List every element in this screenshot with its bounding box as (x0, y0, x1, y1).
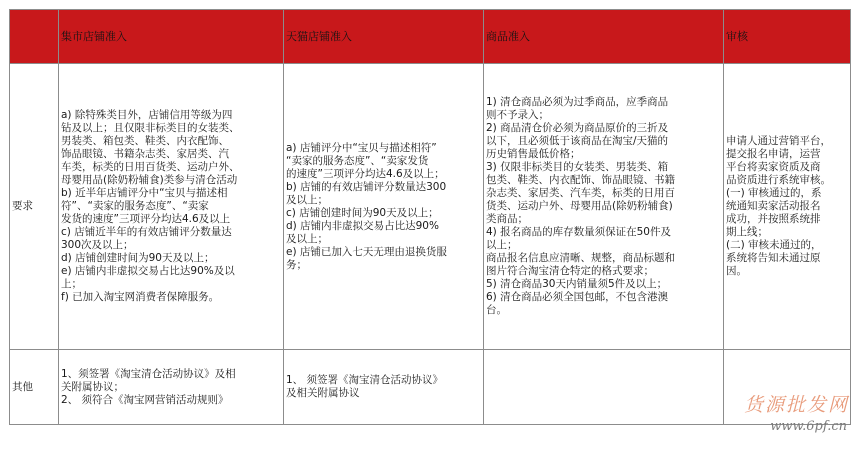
cell-text-line: 发货的速度”三项评分均达4.6及以上 (61, 213, 231, 225)
cell-text-line: 货类、运动户外、母婴用品(除奶粉辅食) (486, 200, 673, 212)
cell-text-line: 的速度”三项评分均达4.6及以上； (286, 167, 445, 180)
cell-text-line: e) 店铺已加入七天无理由退换货服 (286, 245, 447, 258)
header-cell-review: 审核 (724, 10, 851, 64)
cell-text-line: 上； (61, 278, 82, 290)
cell-text-line: 2) 商品清仓价必须为商品原价的三折及 (486, 122, 669, 134)
cell-text-line: 申请人通过营销平台， (726, 135, 831, 147)
cell-text-line: b) 近半年店铺评分中“宝贝与描述相 (61, 187, 228, 199)
cell-text-line: 品资质进行系统审核。 (726, 174, 831, 186)
cell-text-line: (二) 审核未通过的， (726, 239, 822, 251)
cell-text-line: a) 除特殊类目外，店铺信用等级为四 (61, 109, 233, 121)
cell-review-requirements (724, 64, 851, 350)
cell-text-line: 及相关附属协议 (286, 387, 360, 399)
cell-text-line: 1) 清仓商品必须为过季商品，应季商品 (486, 96, 669, 108)
row-label-others: 其他 (10, 350, 59, 425)
cell-text-line: 平台将卖家资质及商 (726, 161, 821, 173)
cell-text-line: 5) 清仓商品30天内销量须5件及以上； (486, 278, 668, 290)
cell-text-line: (一) 审核通过的，系 (726, 187, 822, 199)
header-cell-goods: 商品准入 (484, 10, 724, 64)
cell-text-line: 杂志类、家居类、汽车类，标类的日用百 (486, 187, 675, 199)
cell-goods-others (484, 350, 724, 425)
cell-text-line: 统通知卖家活动报名 (726, 200, 821, 212)
header-cell-corner (10, 10, 59, 64)
cell-text-line: 及以上； (286, 232, 328, 245)
header-cell-tmall-store: 天猫店铺准入 (284, 10, 484, 64)
requirements-table (9, 9, 851, 425)
cell-text-line: 车类，标类的日用百货类、运动户外、 (61, 161, 240, 173)
cell-text-line: a) 店铺评分中“宝贝与描述相符” (286, 141, 437, 154)
cell-text-line: 因。 (726, 265, 747, 277)
cell-text-line: c) 店铺近半年的有效店铺评分数量达 (61, 226, 232, 238)
cell-tmall-others (284, 350, 484, 425)
cell-text-line: 商品报名信息应清晰、规整，商品标题和 (486, 252, 675, 264)
cell-text-line: e) 店铺内非虚拟交易占比达90%及以 (61, 265, 235, 277)
table-row-others (10, 350, 851, 425)
cell-tmall-requirements (284, 64, 484, 350)
cell-market-others (59, 350, 284, 425)
watermark (733, 388, 853, 444)
table-header-row (10, 10, 851, 64)
cell-text-line: 3) 仅限非标类目的女装类、男装类、箱 (486, 161, 669, 173)
cell-text-line: 以上； (486, 239, 518, 251)
cell-text-line: 图片符合淘宝清仓特定的格式要求； (486, 265, 654, 277)
cell-text-line: 台。 (486, 304, 507, 316)
cell-text-line: 类商品； (486, 213, 528, 225)
cell-text-line: f) 已加入淘宝网消费者保障服务。 (61, 291, 220, 303)
cell-market-requirements (59, 64, 284, 350)
cell-text-line: c) 店铺创建时间为90天及以上； (286, 206, 439, 219)
table-row-requirements (10, 64, 851, 350)
header-cell-market-store: 集市店铺准入 (59, 10, 284, 64)
cell-text-line: 包类、鞋类、内衣配饰、饰品眼镜、书籍 (486, 174, 675, 186)
row-label-requirements: 要求 (10, 64, 59, 350)
cell-text-line: 母婴用品(除奶粉辅食)类参与清仓活动 (61, 174, 238, 186)
cell-text-line: 期上线； (726, 226, 768, 238)
watermark-url: www.6pf.cn (770, 419, 847, 434)
cell-text-line: 2、 须符合《淘宝网营销活动规则》 (61, 393, 229, 406)
cell-text-line: 成功，并按照系统排 (726, 213, 821, 225)
cell-text-line: 符”、“卖家的服务态度”、“卖家 (61, 200, 209, 212)
cell-text-line: 系统将告知未通过原 (726, 252, 821, 264)
cell-goods-requirements (484, 64, 724, 350)
cell-text-line: 务； (286, 258, 307, 271)
watermark-title: 货源批发网 (743, 394, 849, 416)
cell-text-line: 及以上； (286, 193, 328, 206)
cell-text-line: 300次及以上； (61, 239, 134, 251)
cell-text-line: d) 店铺内非虚拟交易占比达90% (286, 219, 439, 232)
cell-text-line: d) 店铺创建时间为90天及以上； (61, 252, 215, 264)
cell-text-line: 6) 清仓商品必须全国包邮，不包含港澳 (486, 291, 669, 303)
cell-text-line: “卖家的服务态度”、“卖家发货 (286, 154, 429, 167)
cell-text-line: 提交报名申请，运营 (726, 148, 821, 160)
cell-text-line: b) 店铺的有效店铺评分数量达300 (286, 180, 447, 193)
cell-text-line: 男装类、箱包类、鞋类、内衣配饰、 (61, 135, 229, 147)
cell-text-line: 1、 须签署《淘宝清仓活动协议》 (286, 374, 444, 386)
cell-text-line: 钻及以上；且仅限非标类目的女装类、 (61, 122, 240, 134)
cell-text-line: 1、须签署《淘宝清仓活动协议》及相 (61, 367, 236, 380)
cell-text-line: 历史销售最低价格； (486, 148, 581, 160)
cell-text-line: 则不予录入； (486, 109, 549, 121)
cell-text-line: 4) 报名商品的库存数量须保证在50件及 (486, 226, 671, 238)
cell-text-line: 关附属协议； (61, 380, 124, 393)
cell-text-line: 饰品眼镜、书籍杂志类、家居类、汽 (61, 148, 229, 160)
cell-text-line: 以下，且必须低于该商品在淘宝/天猫的 (486, 135, 669, 147)
